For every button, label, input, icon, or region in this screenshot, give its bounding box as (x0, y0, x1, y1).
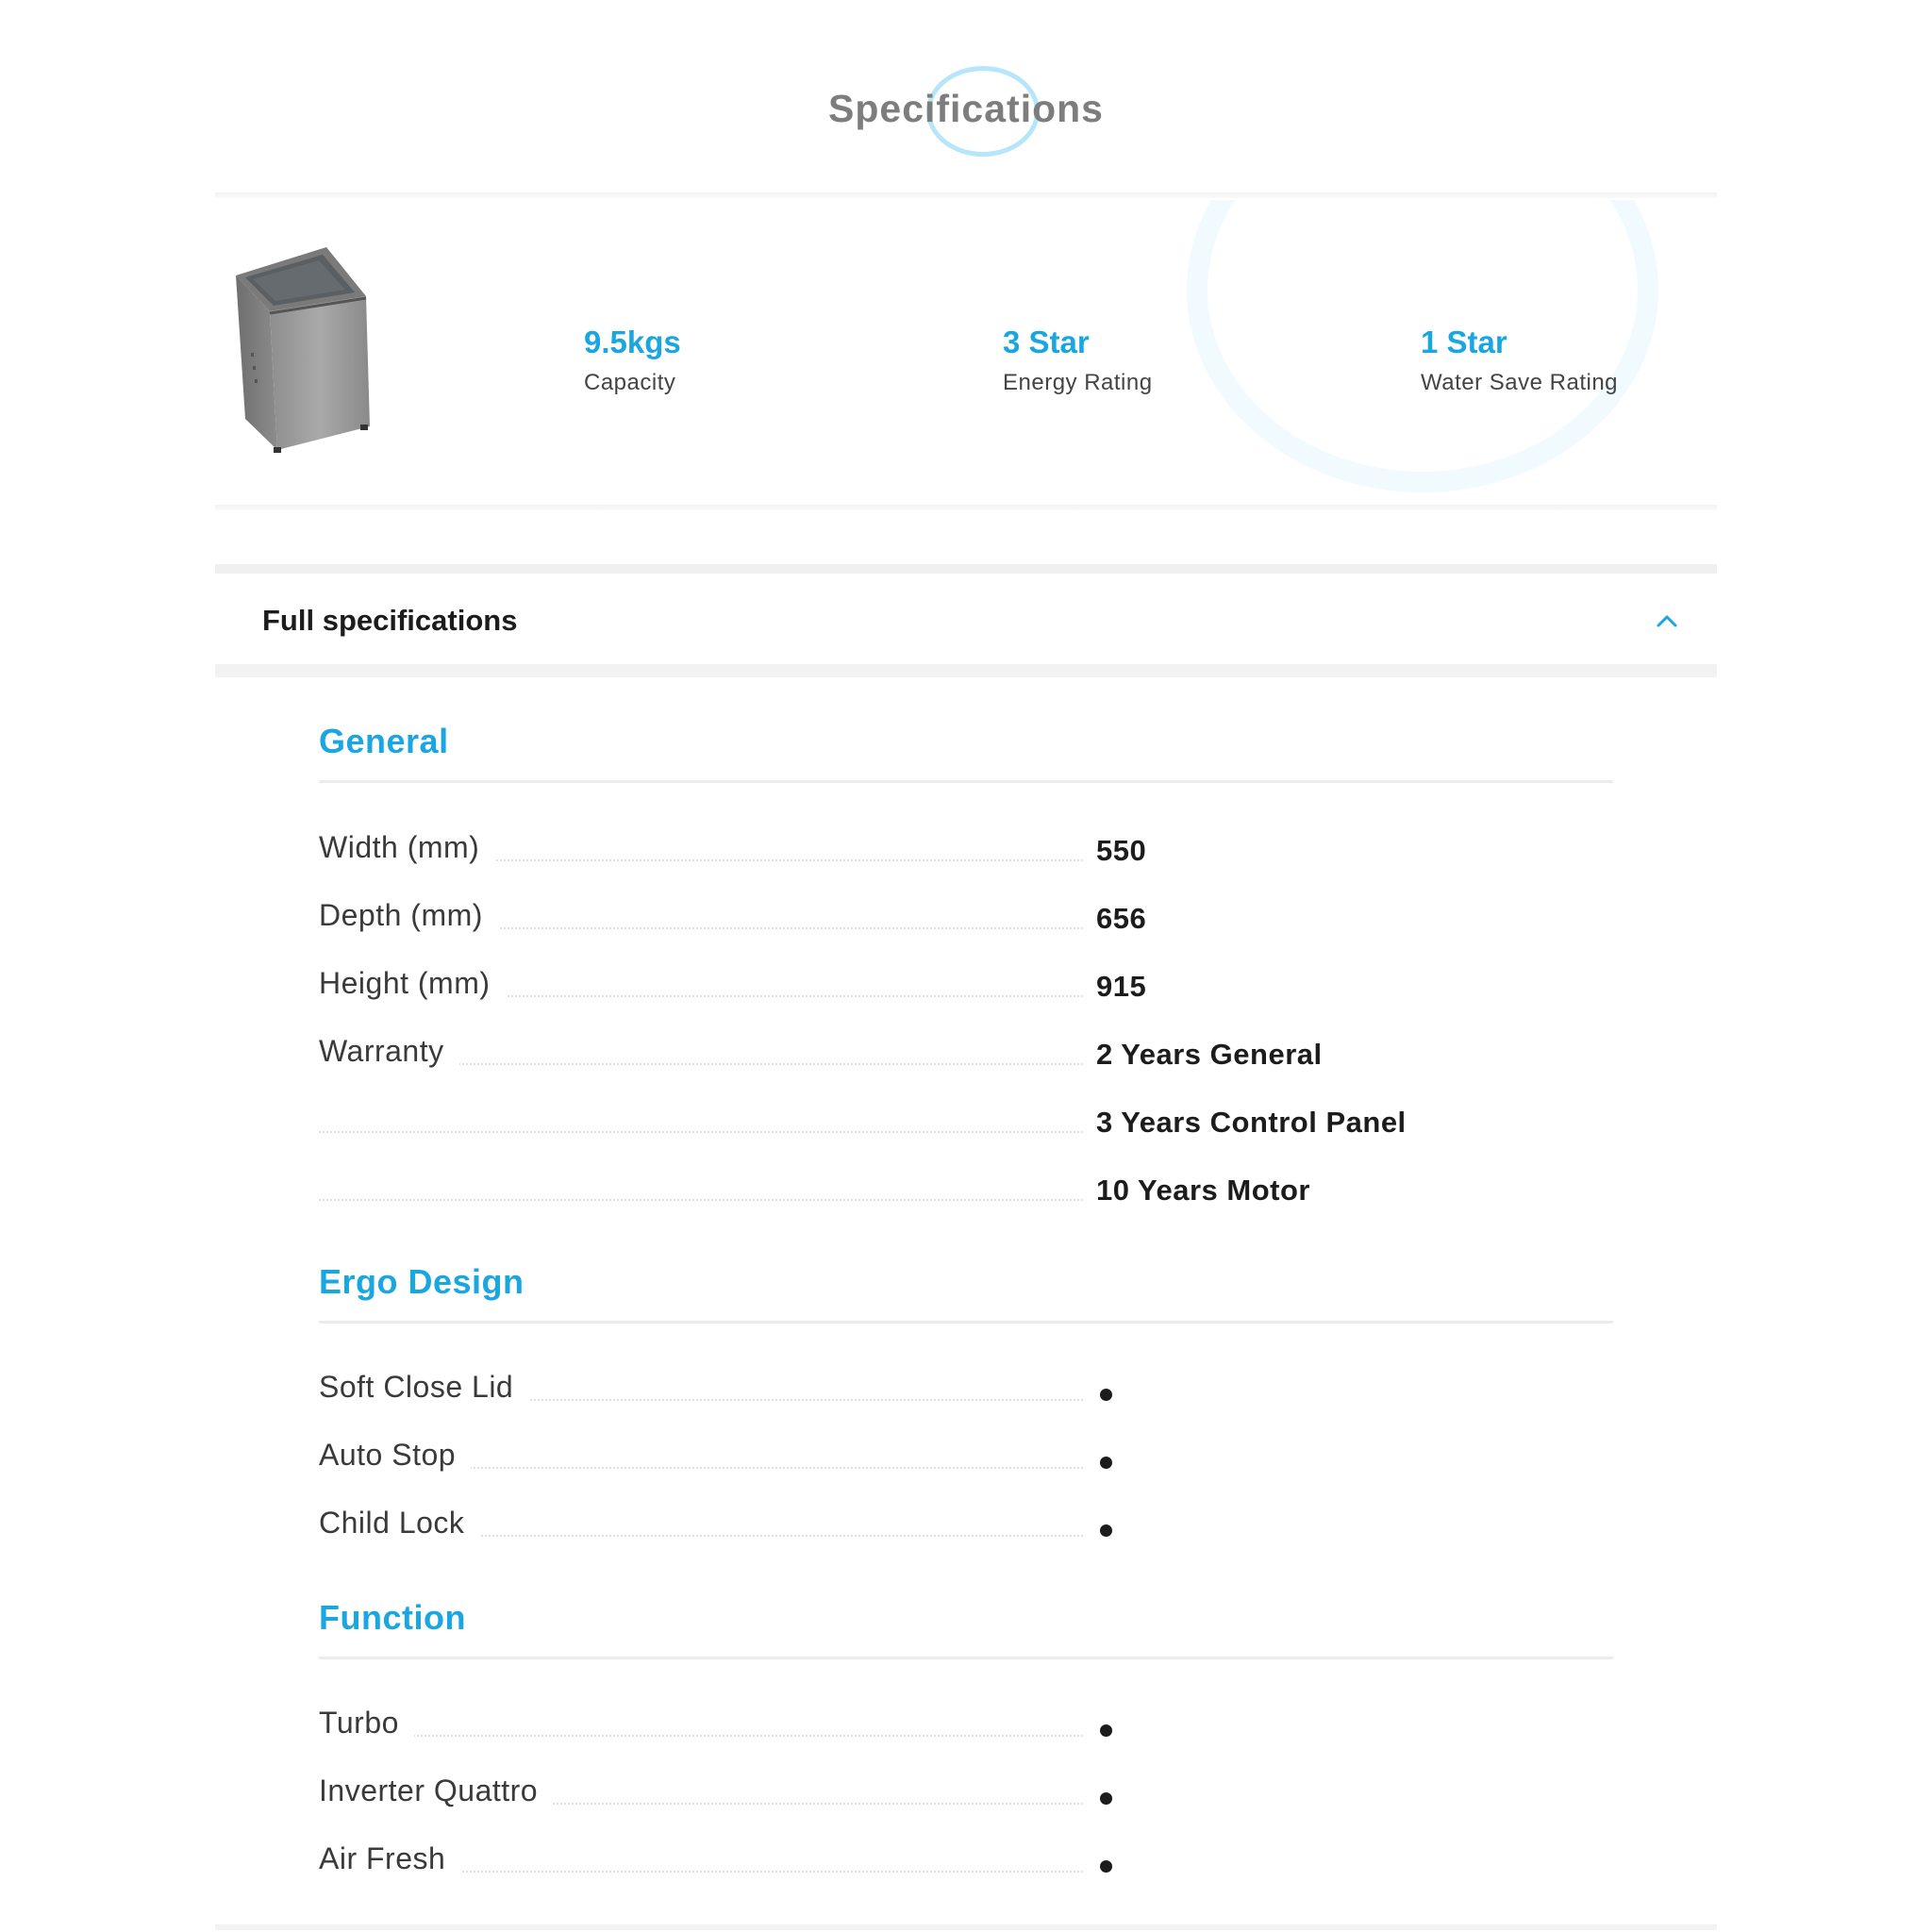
spec-row-width (319, 830, 1613, 887)
spec-label: Inverter Quattro (319, 1774, 553, 1808)
highlight-value: 3 Star (1003, 325, 1090, 359)
section-title: General (319, 722, 449, 760)
highlight-capacity (584, 325, 681, 396)
spec-value: 10 Years Motor (1096, 1174, 1310, 1207)
highlight-value: 9.5kgs (584, 325, 681, 359)
spec-label: Air Fresh (319, 1841, 460, 1876)
section-title: Function (319, 1598, 466, 1637)
spec-row-warranty-motor (319, 1170, 1613, 1226)
highlight-label: Energy Rating (1003, 370, 1153, 395)
spec-label: Soft Close Lid (319, 1370, 528, 1405)
spec-label: Warranty (319, 1034, 459, 1069)
spec-row-auto-stop (319, 1438, 1613, 1494)
full-specifications-toggle[interactable] (215, 564, 1717, 677)
section-divider (319, 780, 1613, 783)
spec-label: Auto Stop (319, 1438, 471, 1473)
section-divider (319, 1657, 1613, 1659)
highlights-bottom-divider (215, 505, 1717, 510)
section-general (319, 722, 1613, 1207)
spec-row-height (319, 966, 1613, 1023)
spec-value: 550 (1096, 834, 1147, 867)
spec-label: Depth (mm) (319, 898, 498, 933)
spec-value: 2 Years General (1096, 1038, 1323, 1071)
spec-row-warranty-control-panel (319, 1102, 1613, 1158)
spec-label: Turbo (319, 1706, 414, 1740)
highlight-value: 1 Star (1421, 325, 1507, 359)
highlight-label: Water Save Rating (1421, 370, 1619, 395)
spec-row-turbo (319, 1706, 1613, 1762)
highlight-water-save-rating (1421, 325, 1618, 396)
spec-row-inverter-quattro (319, 1774, 1613, 1830)
highlights-band (215, 200, 1717, 507)
feature-included-bullet (1100, 1860, 1112, 1873)
bottom-divider (215, 1924, 1717, 1930)
section-function (319, 1598, 1613, 1875)
washing-machine-image (232, 247, 378, 455)
section-divider (319, 1321, 1613, 1324)
spec-row-air-fresh (319, 1841, 1613, 1898)
chevron-up-icon[interactable] (1655, 611, 1679, 630)
highlights-top-divider (215, 192, 1717, 198)
spec-label: Child Lock (319, 1506, 479, 1541)
highlight-energy-rating (1003, 325, 1153, 396)
spec-label: Height (mm) (319, 966, 506, 1001)
feature-included-bullet (1100, 1457, 1112, 1469)
page-title: Specifications (828, 87, 1104, 130)
spec-row-soft-close-lid (319, 1370, 1613, 1426)
spec-row-child-lock (319, 1506, 1613, 1562)
feature-included-bullet (1100, 1792, 1112, 1805)
spec-row-depth (319, 898, 1613, 955)
feature-included-bullet (1100, 1724, 1112, 1737)
feature-included-bullet (1100, 1524, 1112, 1537)
section-title: Ergo Design (319, 1262, 525, 1301)
dotted-leader (319, 1131, 1083, 1133)
spec-label: Width (mm) (319, 830, 494, 865)
dotted-leader (319, 1199, 1083, 1201)
title-area (0, 66, 1932, 170)
dotted-leader (319, 1735, 1083, 1737)
spec-value: 915 (1096, 970, 1147, 1003)
section-ergo-design (319, 1262, 1613, 1540)
feature-included-bullet (1100, 1389, 1112, 1401)
full-specifications-title: Full specifications (262, 604, 518, 637)
spec-row-warranty (319, 1034, 1613, 1091)
highlight-label: Capacity (584, 370, 676, 395)
spec-value: 3 Years Control Panel (1096, 1106, 1407, 1139)
spec-value: 656 (1096, 902, 1147, 935)
